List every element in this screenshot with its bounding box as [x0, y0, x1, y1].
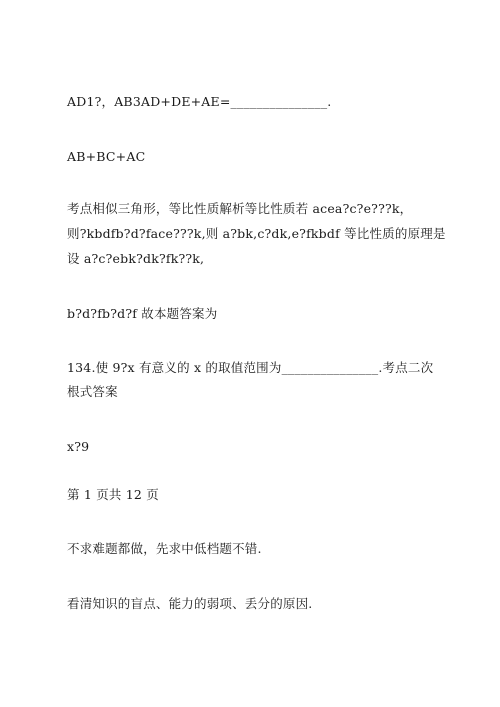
text-line-8: 根式答案: [67, 384, 118, 399]
text-line-4: 则?kbdfb?d?face???k,则 a?bk,c?dk,e?fkbdf 等比性质的原理是: [67, 226, 446, 241]
answer-line: x?9: [67, 439, 90, 454]
text-line-1: AD1?，AB3AD+DE+AE=_______________.: [67, 94, 332, 109]
text-line-6: b?d?fb?d?f 故本题答案为: [67, 306, 218, 321]
text-line-3: 考点相似三角形，等比性质解析等比性质若 acea?c?e???k，: [67, 201, 413, 216]
tip-line-1: 不求难题都做，先求中低档题不错.: [67, 541, 262, 556]
text-line-5: 设 a?c?ebk?dk?fk??k,: [67, 251, 205, 266]
page-number: 第 1 页共 12 页: [67, 487, 159, 502]
text-line-2: AB+BC+AC: [67, 149, 146, 164]
tip-line-2: 看清知识的盲点、能力的弱项、丢分的原因.: [67, 596, 313, 611]
text-line-7: 134.使 9?x 有意义的 x 的取值范围为_______________.考点二次: [67, 360, 434, 375]
